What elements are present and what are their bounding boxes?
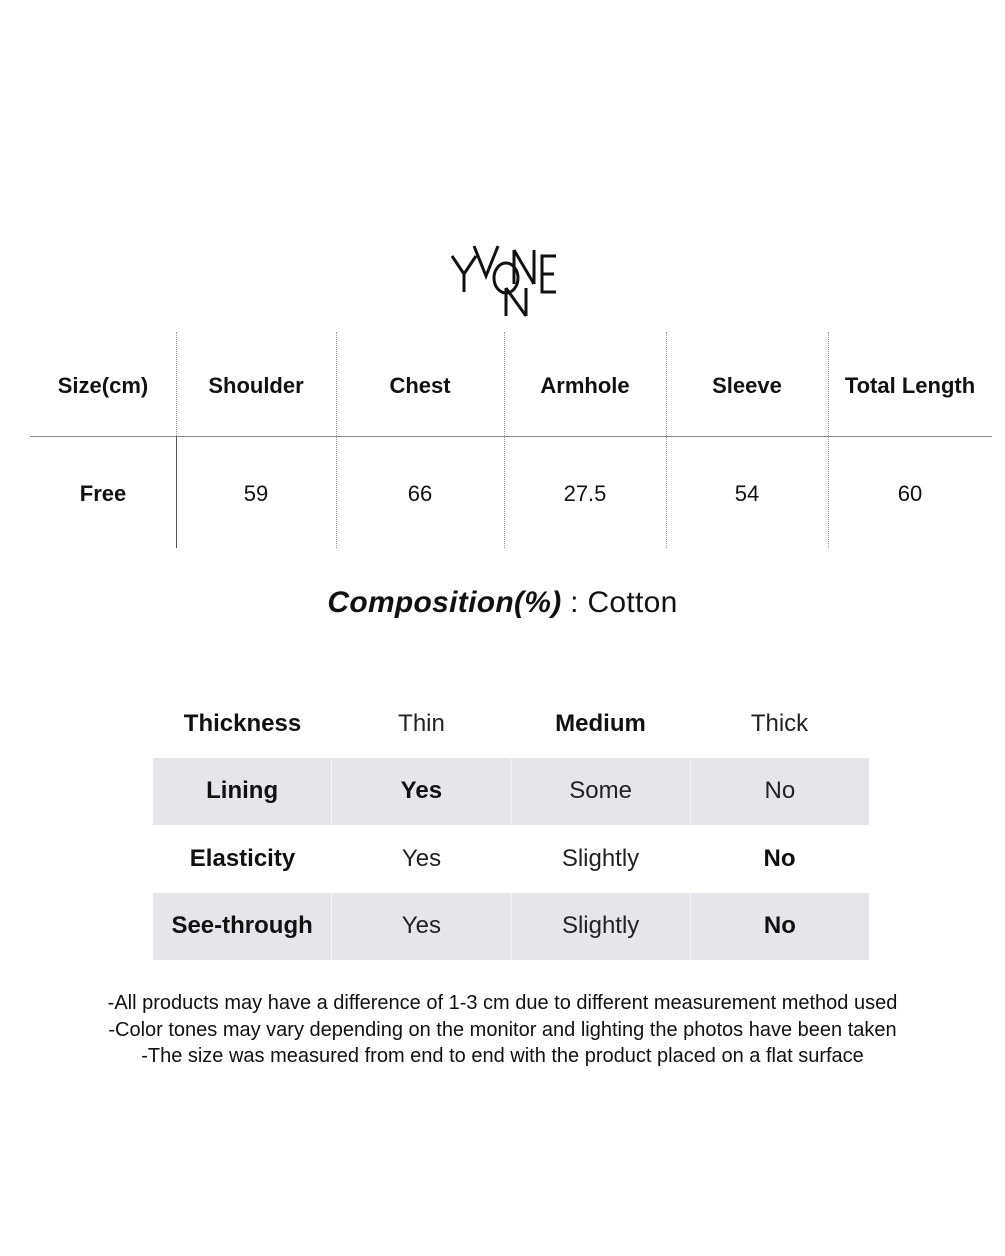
size-header-armhole: Armhole	[540, 373, 630, 398]
attribute-name: Lining	[206, 777, 279, 805]
attribute-option: Slightly	[511, 893, 690, 961]
size-chart-divider	[30, 436, 992, 437]
size-value-chest: 66	[407, 481, 433, 506]
attribute-row-elasticity	[153, 825, 869, 893]
size-chart-row-free	[30, 440, 992, 548]
note-line: -All products may have a difference of 1-3 cm due to different measurement method used	[107, 992, 898, 1014]
attribute-option: No	[690, 758, 869, 826]
size-value-shoulder: 59	[243, 481, 269, 506]
size-header-chest: Chest	[389, 373, 451, 398]
attribute-option: Slightly	[561, 844, 640, 872]
logo-monogram-icon	[430, 236, 580, 320]
size-chart-column-divider	[504, 332, 505, 548]
attribute-name: See-through	[171, 912, 313, 940]
size-header-shoulder: Shoulder	[208, 373, 304, 398]
attribute-row-lining	[153, 758, 869, 826]
composition-line	[0, 586, 1005, 620]
size-header-total-length: Total Length	[844, 373, 976, 398]
brand-logo	[430, 236, 580, 320]
attribute-option: Thin	[398, 709, 445, 737]
attribute-name: Thickness	[183, 709, 302, 737]
size-chart-header-row	[30, 332, 992, 440]
size-value-sleeve: 54	[734, 481, 760, 506]
size-value-armhole: 27.5	[563, 481, 607, 506]
size-chart-table	[30, 332, 992, 548]
attribute-option: Some	[511, 758, 690, 826]
fabric-attributes-table	[153, 690, 869, 960]
attribute-option-selected: No	[690, 893, 869, 961]
attribute-option-selected: No	[763, 844, 796, 872]
composition-separator: :	[561, 586, 588, 619]
size-value-size: Free	[79, 481, 127, 506]
size-chart-column-divider	[666, 332, 667, 548]
composition-value: Cotton	[587, 586, 678, 619]
attribute-option: Yes	[331, 893, 510, 961]
attribute-row-thickness	[153, 690, 869, 758]
measurement-notes	[0, 990, 1005, 1070]
attribute-name: Elasticity	[189, 844, 296, 872]
attribute-option: Yes	[401, 844, 442, 872]
size-chart-column-divider	[336, 332, 337, 548]
size-chart-column-divider	[828, 332, 829, 548]
size-header-sleeve: Sleeve	[712, 373, 782, 398]
attribute-option: Thick	[750, 709, 809, 737]
size-chart-label-divider	[176, 436, 177, 548]
note-line: -Color tones may vary depending on the monitor and lighting the photos have been taken	[108, 1018, 897, 1041]
attribute-option-selected: Yes	[331, 758, 510, 826]
size-value-total-length: 60	[897, 481, 923, 506]
attribute-option-selected: Medium	[555, 709, 646, 737]
composition-label: Composition(%)	[327, 586, 562, 619]
note-line: -The size was measured from end to end with the product placed on a flat surface	[141, 1045, 864, 1067]
size-header-size: Size(cm)	[57, 373, 149, 398]
attribute-row-see-through	[153, 893, 869, 961]
